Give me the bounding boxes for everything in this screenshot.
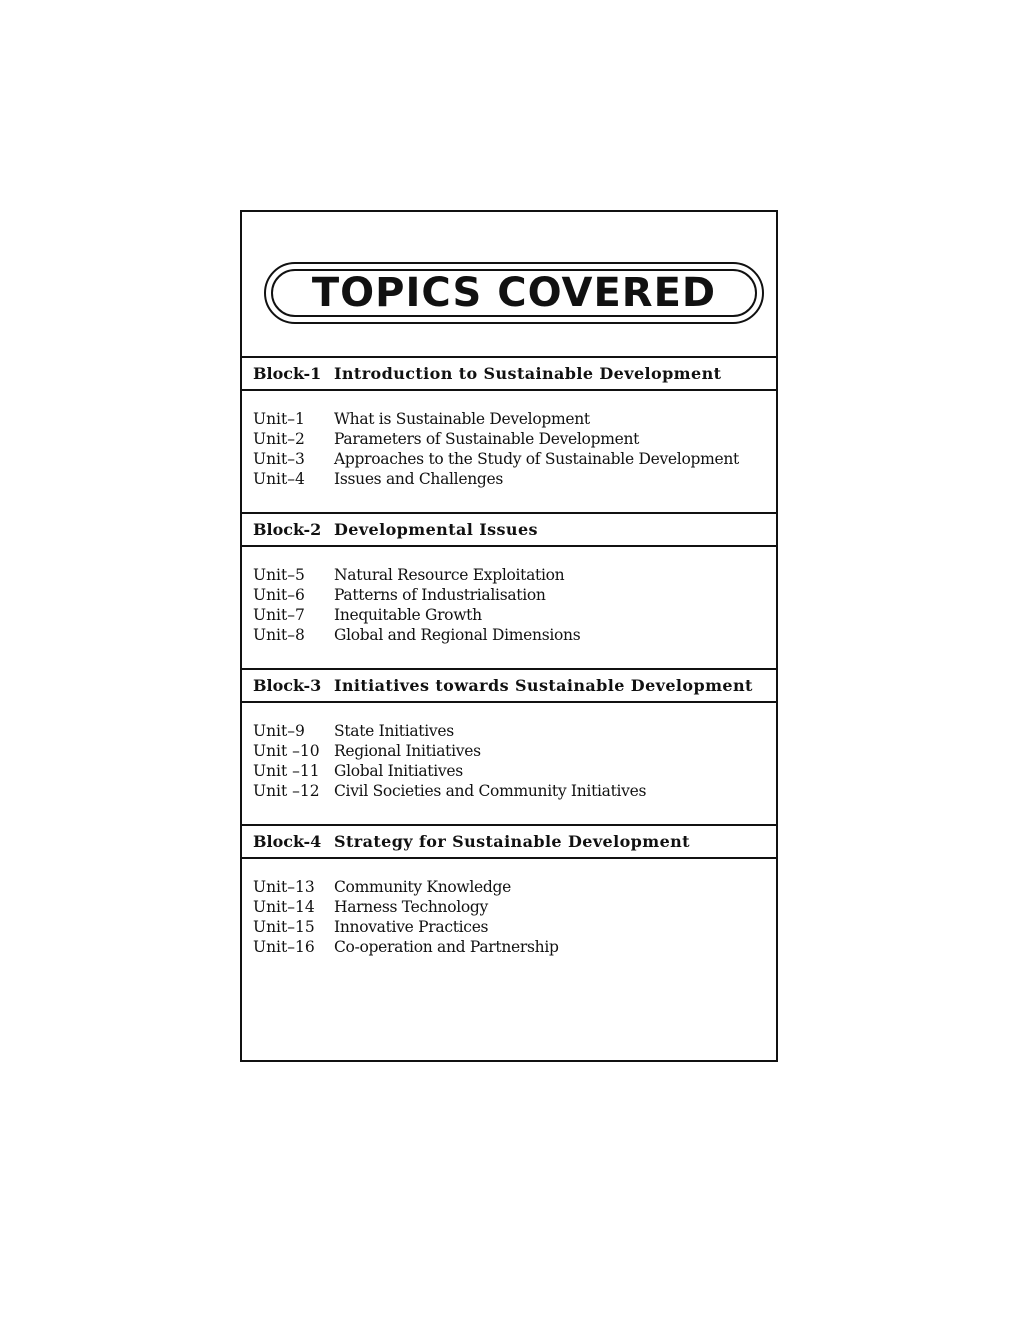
- unit-title: Civil Societies and Community Initiatives: [334, 782, 647, 800]
- title-banner: [264, 262, 764, 324]
- unit-title: Community Knowledge: [334, 878, 512, 896]
- unit-code: Unit –11: [253, 762, 320, 780]
- list-item: [242, 625, 776, 645]
- block-header-4: [242, 824, 776, 859]
- block-code: Block-2: [253, 520, 322, 539]
- block-header-1: [242, 356, 776, 391]
- list-item: [242, 741, 776, 761]
- block-code: Block-4: [253, 832, 322, 851]
- list-item: [242, 917, 776, 937]
- unit-title: Approaches to the Study of Sustainable Development: [334, 450, 739, 468]
- list-item: [242, 449, 776, 469]
- unit-code: Unit–7: [253, 606, 305, 624]
- list-item: [242, 469, 776, 489]
- unit-title: Global and Regional Dimensions: [334, 626, 581, 644]
- list-item: [242, 409, 776, 429]
- unit-code: Unit–4: [253, 470, 305, 488]
- list-item: [242, 877, 776, 897]
- unit-title: State Initiatives: [334, 722, 454, 740]
- list-item: [242, 761, 776, 781]
- unit-title: Harness Technology: [334, 898, 489, 916]
- block-code: Block-3: [253, 676, 322, 695]
- list-item: [242, 897, 776, 917]
- unit-title: What is Sustainable Development: [334, 410, 590, 428]
- list-item: [242, 721, 776, 741]
- unit-code: Unit–1: [253, 410, 305, 428]
- list-item: [242, 937, 776, 957]
- block-code: Block-1: [253, 364, 322, 383]
- unit-list-1: [242, 409, 776, 489]
- unit-code: Unit–13: [253, 878, 315, 896]
- unit-code: Unit–14: [253, 898, 315, 916]
- block-header-3: [242, 668, 776, 703]
- unit-title: Regional Initiatives: [334, 742, 481, 760]
- block-title: Initiatives towards Sustainable Development: [334, 676, 753, 695]
- unit-code: Unit–9: [253, 722, 305, 740]
- unit-title: Patterns of Industrialisation: [334, 586, 546, 604]
- unit-title: Parameters of Sustainable Development: [334, 430, 640, 448]
- unit-title: Natural Resource Exploitation: [334, 566, 565, 584]
- unit-list-2: [242, 565, 776, 645]
- unit-code: Unit –12: [253, 782, 320, 800]
- unit-title: Global Initiatives: [334, 762, 463, 780]
- unit-code: Unit–16: [253, 938, 315, 956]
- topics-covered-box: [240, 210, 778, 1062]
- unit-title: Issues and Challenges: [334, 470, 504, 488]
- unit-code: Unit–8: [253, 626, 305, 644]
- title-area: [242, 212, 776, 357]
- unit-code: Unit–3: [253, 450, 305, 468]
- list-item: [242, 605, 776, 625]
- title-banner-inner: [271, 269, 757, 317]
- unit-code: Unit–15: [253, 918, 315, 936]
- unit-code: Unit–6: [253, 586, 305, 604]
- unit-code: Unit–5: [253, 566, 305, 584]
- unit-code: Unit –10: [253, 742, 320, 760]
- page-title: TOPICS COVERED: [311, 270, 717, 316]
- list-item: [242, 781, 776, 801]
- block-title: Strategy for Sustainable Development: [334, 832, 690, 851]
- block-title: Introduction to Sustainable Development: [334, 364, 722, 383]
- list-item: [242, 565, 776, 585]
- list-item: [242, 429, 776, 449]
- unit-title: Inequitable Growth: [334, 606, 482, 624]
- block-title: Developmental Issues: [334, 520, 538, 539]
- unit-list-3: [242, 721, 776, 801]
- unit-code: Unit–2: [253, 430, 305, 448]
- unit-title: Innovative Practices: [334, 918, 489, 936]
- unit-list-4: [242, 877, 776, 957]
- block-header-2: [242, 512, 776, 547]
- list-item: [242, 585, 776, 605]
- unit-title: Co-operation and Partnership: [334, 938, 559, 956]
